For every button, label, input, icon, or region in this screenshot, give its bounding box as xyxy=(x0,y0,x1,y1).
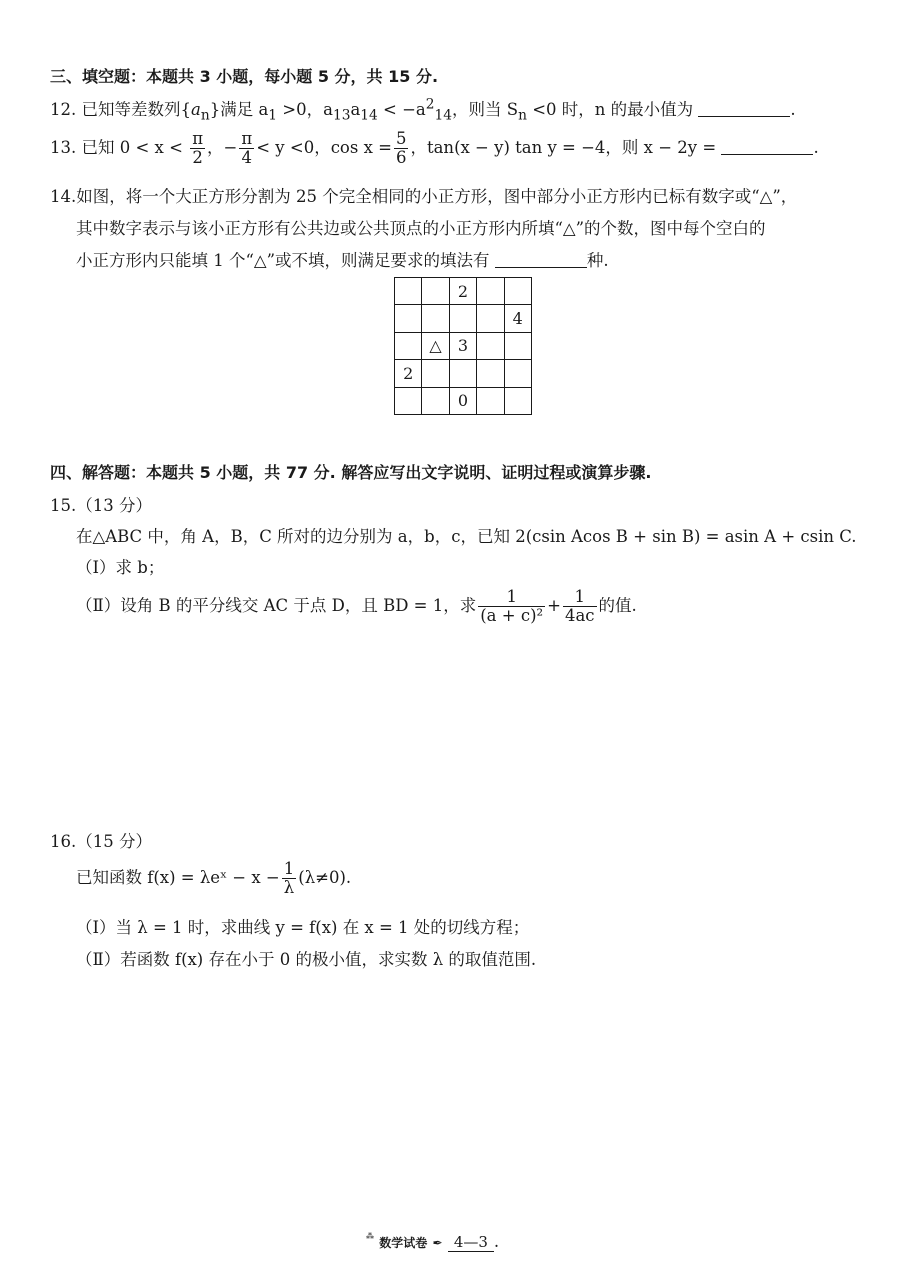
grid-cell-number: 2 xyxy=(395,360,422,387)
grid-cell-number: 0 xyxy=(449,387,476,414)
q16-stem xyxy=(76,860,351,897)
q15-number: 15.（13 分） xyxy=(50,496,152,515)
grid-cell-empty[interactable] xyxy=(504,360,531,387)
q14-line1: 如图，将一个大正方形分割为 25 个完全相同的小正方形，图中部分小正方形内已标有数字或“△”， xyxy=(76,187,798,206)
q12-sub14: 14 xyxy=(360,107,378,124)
footer xyxy=(366,1232,499,1252)
grid-cell-empty[interactable] xyxy=(422,360,449,387)
section3-heading: 三、填空题：本题共 3 小题，每小题 5 分，共 15 分. xyxy=(50,67,439,86)
q13-text-4: ，tan(x − y) tan y = −4，则 x − 2y = xyxy=(410,138,717,157)
q15-f2-num: 1 xyxy=(563,588,597,607)
q13-text-3: < y <0，cos x = xyxy=(256,138,392,157)
q15-part1: （Ⅰ）求 b； xyxy=(76,558,165,577)
q15-f2-den: 4ac xyxy=(564,606,595,625)
q12-text-e: < −a xyxy=(377,100,426,119)
q13-f3-num: 5 xyxy=(395,129,407,148)
q14-grid xyxy=(394,277,532,415)
q13-text-2: ，− xyxy=(207,138,238,157)
q12-subn: n xyxy=(518,107,527,124)
q15-part2-text-b: 的值. xyxy=(598,596,637,615)
q12-sub1: 1 xyxy=(268,107,278,124)
q14-line3: 小正方形内只能填 1 个“△”或不填，则满足要求的填法有 xyxy=(76,251,490,270)
q14-line3-end: 种. xyxy=(586,251,609,270)
section4-heading: 四、解答题：本题共 5 小题，共 77 分. 解答应写出文字说明、证明过程或演算步骤. xyxy=(50,463,652,482)
question-12 xyxy=(50,96,796,123)
q16-number: 16.（15 分） xyxy=(50,832,152,851)
grid-cell-empty[interactable] xyxy=(395,332,422,359)
q13-f1-den: 2 xyxy=(192,148,203,167)
q15-fraction-1 xyxy=(478,588,545,625)
q12-text-b: }满足 a xyxy=(209,100,269,119)
grid-cell-empty[interactable] xyxy=(395,387,422,414)
q15-part2-text-a: （Ⅱ）设角 B 的平分线交 AC 于点 D，且 BD = 1，求 xyxy=(76,596,477,615)
footer-page: 4—3 xyxy=(448,1233,494,1252)
pen-icon: ✒ xyxy=(432,1236,443,1250)
grid-cell-empty[interactable] xyxy=(422,387,449,414)
question-14-line-2: 其中数字表示与该小正方形有公共边或公共顶点的小正方形内所填“△”的个数，图中每个空白的 xyxy=(76,219,766,238)
q13-end: . xyxy=(813,138,819,157)
question-14-line-1 xyxy=(50,183,797,207)
q12-sub14b: 14 xyxy=(434,107,453,124)
q16-stem-b: (λ≠0). xyxy=(298,868,352,887)
q13-fraction-pi-4 xyxy=(239,130,254,167)
grid-row xyxy=(395,305,532,332)
footer-label: 数学试卷 xyxy=(379,1236,428,1250)
q16-f-num: 1 xyxy=(283,859,295,878)
q12-text-g: <0 时，n 的最小值为 xyxy=(526,100,694,119)
q13-number: 13. xyxy=(50,138,77,157)
grid-cell-empty[interactable] xyxy=(449,360,476,387)
q16-f-den: λ xyxy=(283,878,295,897)
q13-f2-num: π xyxy=(241,129,253,148)
q15-f1-num: 1 xyxy=(478,588,545,607)
q12-text-d: a xyxy=(350,100,361,119)
grid-cell-triangle: △ xyxy=(422,332,449,359)
footer-dot: . xyxy=(493,1232,500,1251)
question-13 xyxy=(50,130,819,167)
q12-an-sub: n xyxy=(200,107,210,124)
q12-text-a: 已知等差数列{ xyxy=(81,100,191,119)
q12-end: . xyxy=(790,100,796,119)
grid-cell-empty[interactable] xyxy=(477,387,504,414)
q13-fraction-5-6 xyxy=(394,130,409,167)
star-icon: ⁂ xyxy=(366,1232,374,1241)
q16-fraction xyxy=(282,860,297,897)
q13-f2-den: 4 xyxy=(241,148,253,167)
q12-answer-blank[interactable] xyxy=(698,115,790,117)
grid-cell-empty[interactable] xyxy=(395,305,422,332)
q15-plus: + xyxy=(547,596,561,615)
grid-cell-empty[interactable] xyxy=(395,278,422,305)
q12-text-c: >0，a xyxy=(277,100,333,119)
q13-text-1: 已知 0 < x < xyxy=(81,138,183,157)
grid-cell-empty[interactable] xyxy=(477,332,504,359)
grid-row xyxy=(395,332,532,359)
q13-f3-den: 6 xyxy=(395,148,407,167)
grid-cell-empty[interactable] xyxy=(504,332,531,359)
q15-fraction-2 xyxy=(563,588,597,625)
grid-cell-empty[interactable] xyxy=(449,305,476,332)
grid-cell-empty[interactable] xyxy=(477,278,504,305)
question-14-line-3 xyxy=(76,247,609,271)
q12-text-f: ，则当 S xyxy=(452,100,519,119)
grid-cell-empty[interactable] xyxy=(477,360,504,387)
q13-f1-num: π xyxy=(192,129,204,148)
grid-cell-empty[interactable] xyxy=(504,387,531,414)
grid-row xyxy=(395,278,532,305)
grid-cell-number: 2 xyxy=(449,278,476,305)
q13-fraction-pi-2 xyxy=(190,130,205,167)
q15-f1-den: (a + c)² xyxy=(480,606,544,625)
q14-number: 14. xyxy=(50,187,77,206)
q16-part2: （Ⅱ）若函数 f(x) 存在小于 0 的极小值，求实数 λ 的取值范围. xyxy=(76,950,537,969)
q16-part1: （Ⅰ）当 λ = 1 时，求曲线 y = f(x) 在 x = 1 处的切线方程； xyxy=(76,918,530,937)
q12-an: a xyxy=(191,100,201,119)
grid-cell-number: 3 xyxy=(449,332,476,359)
grid-cell-empty[interactable] xyxy=(422,305,449,332)
grid-row xyxy=(395,387,532,414)
q14-answer-blank[interactable] xyxy=(495,266,587,268)
q15-stem: 在△ABC 中，角 A，B，C 所对的边分别为 a，b，c，已知 2(csin Acos B + sin B) = asin A + csin C. xyxy=(76,527,857,546)
q13-answer-blank[interactable] xyxy=(721,153,813,155)
grid-cell-number: 4 xyxy=(504,305,531,332)
grid-row xyxy=(395,360,532,387)
q15-part2 xyxy=(76,588,637,625)
q12-number: 12. xyxy=(50,100,77,119)
grid-cell-empty[interactable] xyxy=(477,305,504,332)
q16-stem-a: 已知函数 f(x) = λeˣ − x − xyxy=(76,868,280,887)
q12-sup2: 2 xyxy=(425,96,435,113)
q12-sub13: 13 xyxy=(332,107,351,124)
grid-cell-empty[interactable] xyxy=(422,278,449,305)
grid-cell-empty[interactable] xyxy=(504,278,531,305)
